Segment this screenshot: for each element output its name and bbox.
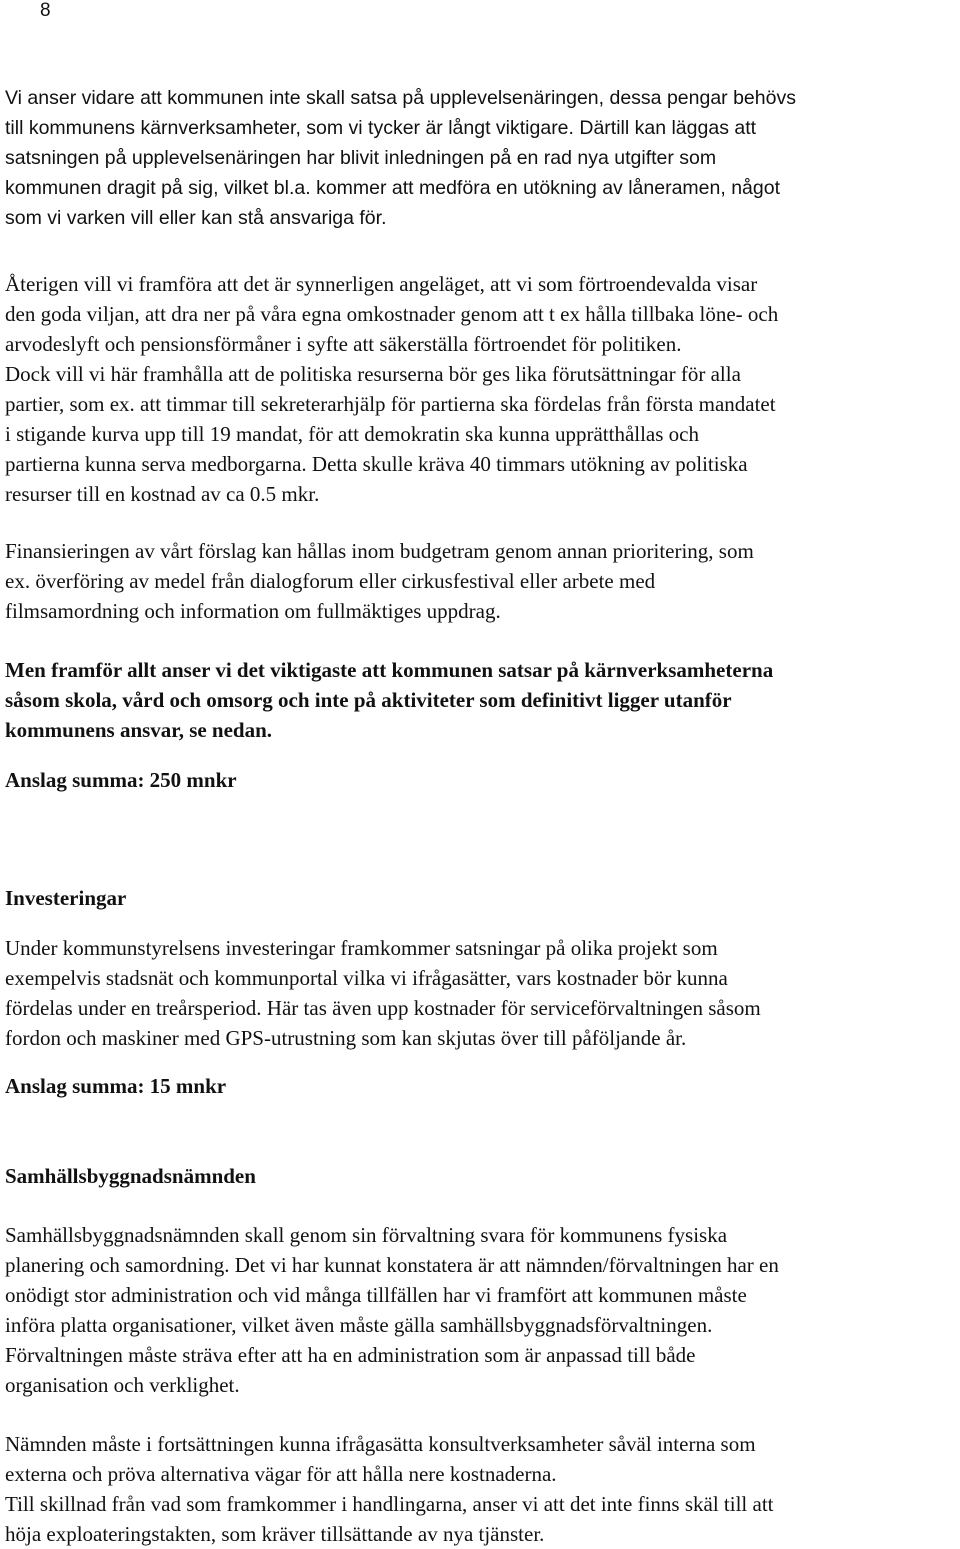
text-line: kommunens ansvar, se nedan.: [5, 718, 273, 742]
anslag-summa-250: Anslag summa: 250 mnkr: [5, 768, 237, 792]
paragraph-fortroendevalda: [5, 269, 957, 509]
paragraph-upplevelsenaringen: [5, 83, 957, 233]
text-line: partierna kunna serva medborgarna. Detta skulle kräva 40 timmars utökning av politiska: [5, 452, 748, 476]
paragraph-konsultverksamheter: [5, 1429, 957, 1549]
paragraph-samhallsbyggnad: [5, 1220, 957, 1400]
text-line: Vi anser vidare att kommunen inte skall satsa på upplevelsenäringen, dessa pengar behövs: [5, 87, 796, 109]
text-line: Till skillnad från vad som framkommer i handlingarna, anser vi att det inte finns skäl till att: [5, 1492, 774, 1516]
text-line: höja exploateringstakten, som kräver tillsättande av nya tjänster.: [5, 1522, 545, 1546]
paragraph-investeringar: [5, 933, 957, 1053]
text-line: kommunen dragit på sig, vilket bl.a. kommer att medföra en utökning av låneramen, något: [5, 177, 780, 199]
text-line: partier, som ex. att timmar till sekreterarhjälp för partierna ska fördelas från första mandatet: [5, 392, 776, 416]
heading-investeringar: Investeringar: [5, 886, 127, 910]
text-line: Förvaltningen måste sträva efter att ha en administration som är anpassad till både: [5, 1343, 696, 1367]
heading-samhallsbyggnadsnamnden: Samhällsbyggnadsnämnden: [5, 1164, 256, 1188]
text-line: fördelas under en treårsperiod. Här tas även upp kostnader för serviceförvaltningen såsom: [5, 996, 761, 1020]
text-line: Återigen vill vi framföra att det är synnerligen angeläget, att vi som förtroendevalda visar: [5, 272, 758, 296]
text-line: planering och samordning. Det vi har kunnat konstatera är att nämnden/förvaltningen har en: [5, 1253, 779, 1277]
text-line: ex. överföring av medel från dialogforum eller cirkusfestival eller arbete med: [5, 569, 656, 593]
text-line: Men framför allt anser vi det viktigaste att kommunen satsar på kärnverksamheterna: [5, 658, 774, 682]
text-line: Dock vill vi här framhålla att de politiska resurserna bör ges lika förutsättningar för alla: [5, 362, 741, 386]
text-line: resurser till en kostnad av ca 0.5 mkr.: [5, 482, 320, 506]
paragraph-karnverksamheter: [5, 655, 957, 745]
text-line: organisation och verklighet.: [5, 1373, 240, 1397]
text-line: externa och pröva alternativa vägar för att hålla nere kostnaderna.: [5, 1462, 557, 1486]
text-line: filmsamordning och information om fullmäktiges uppdrag.: [5, 599, 501, 623]
text-line: som vi varken vill eller kan stå ansvariga för.: [5, 207, 387, 229]
text-line: till kommunens kärnverksamheter, som vi tycker är långt viktigare. Därtill kan läggas att: [5, 117, 757, 139]
anslag-summa-15: Anslag summa: 15 mnkr: [5, 1074, 227, 1098]
text-line: Nämnden måste i fortsättningen kunna ifrågasätta konsultverksamheter såväl interna som: [5, 1432, 756, 1456]
text-line: Samhällsbyggnadsnämnden skall genom sin förvaltning svara för kommunens fysiska: [5, 1223, 728, 1247]
text-line: arvodeslyft och pensionsförmåner i syfte att säkerställa förtroendet för politiken.: [5, 332, 682, 356]
text-line: Under kommunstyrelsens investeringar framkommer satsningar på olika projekt som: [5, 936, 718, 960]
text-line: såsom skola, vård och omsorg och inte på aktiviteter som definitivt ligger utanför: [5, 688, 732, 712]
text-line: i stigande kurva upp till 19 mandat, för att demokratin ska kunna upprätthållas och: [5, 422, 699, 446]
text-line: den goda viljan, att dra ner på våra egna omkostnader genom att t ex hålla tillbaka löne- och: [5, 302, 779, 326]
text-line: införa platta organisationer, vilket även måste gälla samhällsbyggnadsförvaltningen.: [5, 1313, 713, 1337]
text-line: satsningen på upplevelsenäringen har blivit inledningen på en rad nya utgifter som: [5, 147, 717, 169]
text-line: Finansieringen av vårt förslag kan hållas inom budgetram genom annan prioritering, som: [5, 539, 754, 563]
text-line: exempelvis stadsnät och kommunportal vilka vi ifrågasätter, vars kostnader bör kunna: [5, 966, 728, 990]
paragraph-finansiering: [5, 536, 957, 626]
text-line: onödigt stor administration och vid många tillfällen har vi framfört att kommunen måste: [5, 1283, 747, 1307]
text-line: fordon och maskiner med GPS-utrustning som kan skjutas över till påföljande år.: [5, 1026, 687, 1050]
page-number: 8: [40, 0, 51, 21]
